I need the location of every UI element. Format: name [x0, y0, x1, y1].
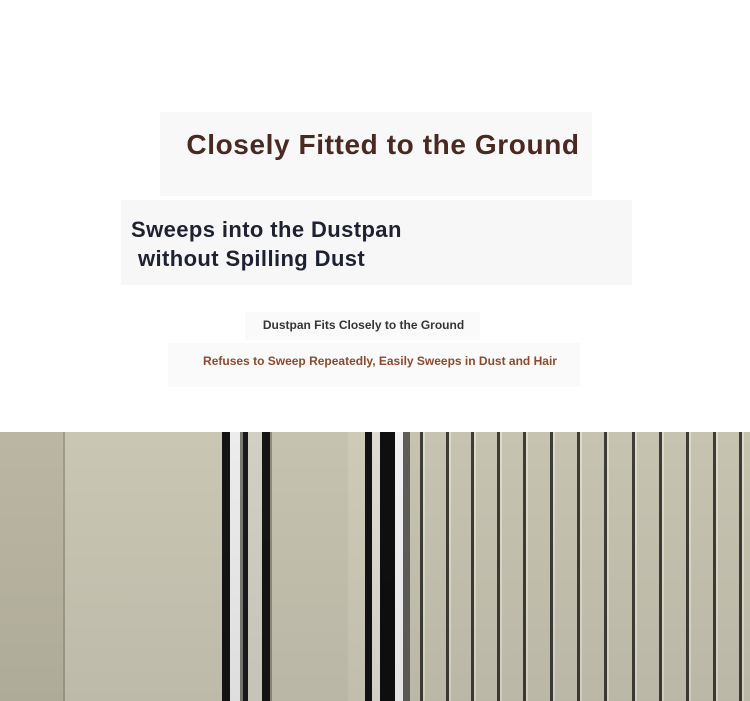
- subheadline-line-1: Sweeps into the Dustpan: [131, 217, 402, 242]
- feature-description: Refuses to Sweep Repeatedly, Easily Sweeps in Dust and Hair: [203, 354, 557, 368]
- photo-shading: [0, 432, 750, 701]
- subheadline: [131, 215, 402, 273]
- headline: Closely Fitted to the Ground: [186, 129, 580, 160]
- subheadline-line-2: without Spilling Dust: [138, 246, 366, 271]
- feature-title: Dustpan Fits Closely to the Ground: [262, 318, 465, 332]
- wall-floor-photo: [0, 432, 750, 701]
